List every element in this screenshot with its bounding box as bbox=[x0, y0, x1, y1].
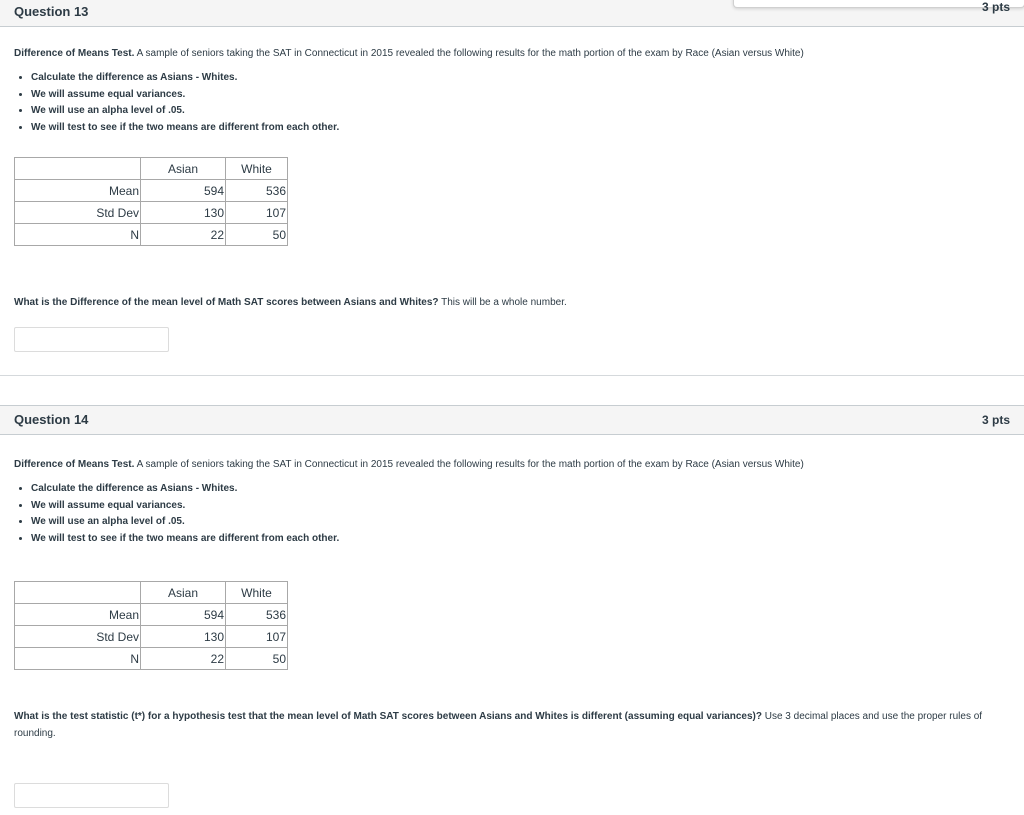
table-cell: 107 bbox=[226, 202, 288, 224]
row-label: N bbox=[15, 648, 141, 670]
row-label: Std Dev bbox=[15, 202, 141, 224]
list-item: • We will test to see if the two means are different from each other. bbox=[31, 120, 339, 137]
table-cell: 536 bbox=[226, 180, 288, 202]
table-cell: 50 bbox=[226, 648, 288, 670]
question-14 bbox=[0, 405, 1024, 739]
list-item: • We will use an alpha level of .05. bbox=[31, 514, 339, 531]
table-row bbox=[15, 626, 288, 648]
table-header-cell bbox=[15, 582, 141, 604]
prompt-text: Use 3 decimal places and use the proper rules of rounding. bbox=[14, 711, 983, 739]
table-row bbox=[15, 202, 288, 224]
table-header-row bbox=[15, 158, 288, 180]
question-points: 3 pts bbox=[981, 0, 1010, 14]
row-label: Mean bbox=[15, 180, 141, 202]
question-header bbox=[0, 0, 1024, 27]
question-points: 3 pts bbox=[981, 413, 1010, 427]
list-item: • Calculate the difference as Asians - Whites. bbox=[31, 70, 339, 87]
table-row bbox=[15, 180, 288, 202]
table-cell: 594 bbox=[141, 604, 226, 626]
intro-heading: Difference of Means Test. bbox=[14, 48, 135, 59]
list-item: • We will test to see if the two means are different from each other. bbox=[31, 531, 339, 548]
answer-input[interactable] bbox=[14, 783, 169, 808]
instruction-list bbox=[14, 70, 339, 136]
prompt-heading: What is the Difference of the mean level of Math SAT scores between Asians and Whites? bbox=[14, 297, 439, 308]
instruction-list bbox=[14, 481, 339, 547]
table-header-cell: Asian bbox=[141, 582, 226, 604]
intro-text: A sample of seniors taking the SAT in Connecticut in 2015 revealed the following results for the math portion of the exam by Race (Asian versus White) bbox=[134, 459, 804, 470]
table-cell: 22 bbox=[141, 224, 226, 246]
question-title: Question 14 bbox=[14, 412, 89, 427]
question-prompt bbox=[14, 294, 1014, 311]
prompt-text: This will be a whole number. bbox=[438, 297, 567, 308]
table-cell: 130 bbox=[141, 626, 226, 648]
answer-input[interactable] bbox=[14, 327, 169, 352]
table-cell: 536 bbox=[226, 604, 288, 626]
list-item: • We will assume equal variances. bbox=[31, 498, 339, 515]
table-cell: 22 bbox=[141, 648, 226, 670]
question-title: Question 13 bbox=[14, 4, 89, 19]
stats-table bbox=[14, 157, 288, 246]
question-header bbox=[0, 405, 1024, 435]
table-header-cell: Asian bbox=[141, 158, 226, 180]
question-intro bbox=[14, 48, 804, 59]
stats-table bbox=[14, 581, 288, 670]
prompt-heading: What is the test statistic (t*) for a hypothesis test that the mean level of Math SAT scores between Asians and Whites is different (assuming equal variances)? bbox=[14, 711, 762, 722]
question-divider bbox=[0, 375, 1024, 376]
table-cell: 50 bbox=[226, 224, 288, 246]
table-row bbox=[15, 224, 288, 246]
table-row bbox=[15, 604, 288, 626]
question-13 bbox=[0, 0, 1024, 308]
table-header-cell bbox=[15, 158, 141, 180]
table-header-cell: White bbox=[226, 582, 288, 604]
intro-heading: Difference of Means Test. bbox=[14, 459, 135, 470]
row-label: N bbox=[15, 224, 141, 246]
list-item: • We will use an alpha level of .05. bbox=[31, 103, 339, 120]
row-label: Mean bbox=[15, 604, 141, 626]
table-cell: 130 bbox=[141, 202, 226, 224]
list-item: • We will assume equal variances. bbox=[31, 87, 339, 104]
table-header-row bbox=[15, 582, 288, 604]
table-header-cell: White bbox=[226, 158, 288, 180]
list-item: • Calculate the difference as Asians - Whites. bbox=[31, 481, 339, 498]
floating-panel-tab bbox=[733, 0, 1024, 8]
intro-text: A sample of seniors taking the SAT in Connecticut in 2015 revealed the following results for the math portion of the exam by Race (Asian versus White) bbox=[134, 48, 804, 59]
table-cell: 594 bbox=[141, 180, 226, 202]
table-cell: 107 bbox=[226, 626, 288, 648]
row-label: Std Dev bbox=[15, 626, 141, 648]
question-prompt bbox=[14, 708, 1014, 742]
table-row bbox=[15, 648, 288, 670]
question-intro bbox=[14, 459, 804, 470]
